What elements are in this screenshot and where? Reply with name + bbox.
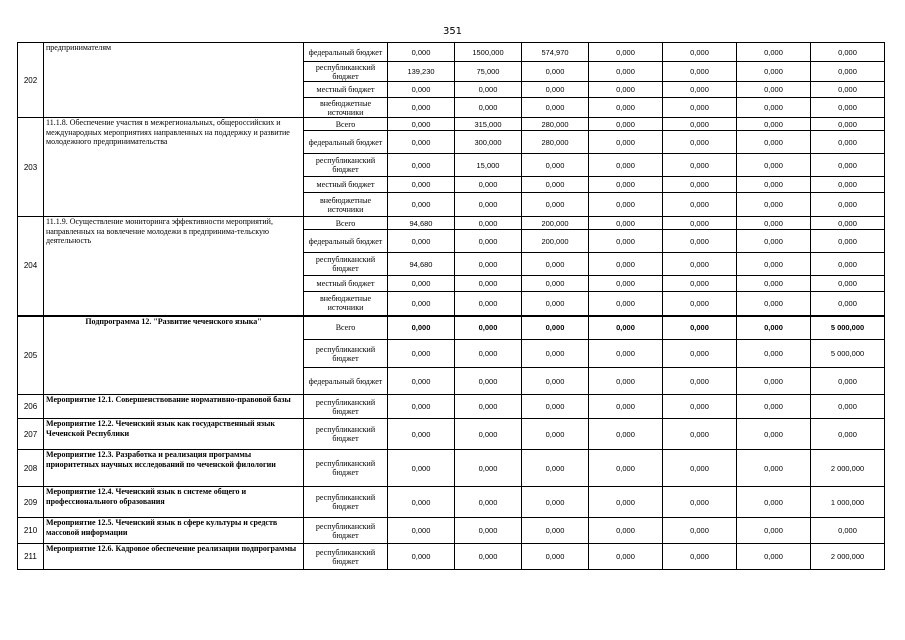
budget-table <box>17 42 885 570</box>
amount-cell: 0,000 <box>522 292 589 316</box>
amount-cell: 200,000 <box>522 217 589 230</box>
funding-source: федеральный бюджет <box>304 230 388 253</box>
amount-cell: 0,000 <box>388 154 455 177</box>
amount-cell: 0,000 <box>589 131 663 154</box>
amount-cell: 0,000 <box>663 276 737 292</box>
amount-cell: 0,000 <box>455 419 522 450</box>
amount-cell: 0,000 <box>811 98 885 118</box>
amount-cell: 0,000 <box>811 62 885 82</box>
activity-description: 11.1.9. Осуществление мониторинга эффективности мероприятий, направленных на вовлечение молодежи в предпринима-тельскую деятельность <box>44 217 304 316</box>
amount-cell: 0,000 <box>663 118 737 131</box>
amount-cell: 0,000 <box>522 450 589 487</box>
amount-cell: 0,000 <box>388 292 455 316</box>
amount-cell: 0,000 <box>811 253 885 276</box>
amount-cell: 0,000 <box>522 62 589 82</box>
amount-cell: 0,000 <box>737 316 811 340</box>
funding-source: республиканский бюджет <box>304 518 388 544</box>
amount-cell: 0,000 <box>663 395 737 419</box>
amount-cell: 0,000 <box>522 487 589 518</box>
amount-cell: 0,000 <box>522 154 589 177</box>
amount-cell: 0,000 <box>663 177 737 193</box>
amount-cell: 0,000 <box>589 253 663 276</box>
amount-cell: 0,000 <box>811 230 885 253</box>
amount-cell: 0,000 <box>388 419 455 450</box>
row-number: 207 <box>18 419 44 450</box>
amount-cell: 0,000 <box>589 98 663 118</box>
amount-cell: 0,000 <box>522 419 589 450</box>
amount-cell: 0,000 <box>589 154 663 177</box>
amount-cell: 0,000 <box>737 395 811 419</box>
amount-cell: 0,000 <box>737 518 811 544</box>
amount-cell: 0,000 <box>522 340 589 368</box>
amount-cell: 0,000 <box>663 193 737 217</box>
funding-source: республиканский бюджет <box>304 62 388 82</box>
funding-source: республиканский бюджет <box>304 450 388 487</box>
amount-cell: 0,000 <box>388 544 455 570</box>
amount-cell: 0,000 <box>737 98 811 118</box>
amount-cell: 0,000 <box>811 419 885 450</box>
amount-cell: 0,000 <box>663 82 737 98</box>
amount-cell: 0,000 <box>522 98 589 118</box>
activity-description: Мероприятие 12.3. Разработка и реализация программы приоритетных научных исследований по чеченской филологии <box>44 450 304 487</box>
amount-cell: 0,000 <box>455 518 522 544</box>
row-number: 210 <box>18 518 44 544</box>
amount-cell: 0,000 <box>388 395 455 419</box>
amount-cell: 0,000 <box>388 316 455 340</box>
amount-cell: 0,000 <box>522 253 589 276</box>
amount-cell: 0,000 <box>737 62 811 82</box>
activity-description: Мероприятие 12.1. Совершенствование нормативно-правовой базы <box>44 395 304 419</box>
table-row <box>18 316 885 340</box>
amount-cell: 0,000 <box>388 450 455 487</box>
funding-source: внебюджетные источники <box>304 292 388 316</box>
amount-cell: 0,000 <box>811 118 885 131</box>
amount-cell: 280,000 <box>522 131 589 154</box>
amount-cell: 0,000 <box>522 276 589 292</box>
amount-cell: 0,000 <box>589 230 663 253</box>
amount-cell: 0,000 <box>663 450 737 487</box>
funding-source: республиканский бюджет <box>304 487 388 518</box>
amount-cell: 0,000 <box>663 217 737 230</box>
amount-cell: 0,000 <box>455 544 522 570</box>
amount-cell: 1 000,000 <box>811 487 885 518</box>
funding-source: внебюджетные источники <box>304 98 388 118</box>
amount-cell: 1500,000 <box>455 43 522 62</box>
amount-cell: 0,000 <box>589 419 663 450</box>
table-row <box>18 43 885 62</box>
table-row <box>18 450 885 487</box>
amount-cell: 0,000 <box>589 292 663 316</box>
activity-description: Подпрограмма 12. "Развитие чеченского языка" <box>44 316 304 395</box>
amount-cell: 0,000 <box>737 82 811 98</box>
funding-source: Всего <box>304 316 388 340</box>
amount-cell: 0,000 <box>663 131 737 154</box>
row-number: 205 <box>18 316 44 395</box>
funding-source: внебюджетные источники <box>304 193 388 217</box>
page-number: 351 <box>442 26 463 37</box>
amount-cell: 0,000 <box>589 316 663 340</box>
amount-cell: 0,000 <box>811 518 885 544</box>
amount-cell: 0,000 <box>737 368 811 395</box>
amount-cell: 0,000 <box>663 292 737 316</box>
amount-cell: 2 000,000 <box>811 544 885 570</box>
amount-cell: 0,000 <box>522 368 589 395</box>
amount-cell: 0,000 <box>522 177 589 193</box>
amount-cell: 0,000 <box>589 118 663 131</box>
amount-cell: 200,000 <box>522 230 589 253</box>
amount-cell: 0,000 <box>811 131 885 154</box>
row-number: 204 <box>18 217 44 316</box>
amount-cell: 94,680 <box>388 253 455 276</box>
amount-cell: 0,000 <box>663 340 737 368</box>
funding-source: Всего <box>304 118 388 131</box>
amount-cell: 0,000 <box>811 82 885 98</box>
amount-cell: 0,000 <box>589 450 663 487</box>
funding-source: местный бюджет <box>304 177 388 193</box>
amount-cell: 5 000,000 <box>811 340 885 368</box>
amount-cell: 5 000,000 <box>811 316 885 340</box>
amount-cell: 0,000 <box>663 487 737 518</box>
amount-cell: 0,000 <box>522 193 589 217</box>
funding-source: республиканский бюджет <box>304 253 388 276</box>
amount-cell: 0,000 <box>589 487 663 518</box>
amount-cell: 0,000 <box>589 276 663 292</box>
amount-cell: 0,000 <box>388 276 455 292</box>
amount-cell: 0,000 <box>455 193 522 217</box>
amount-cell: 0,000 <box>388 118 455 131</box>
amount-cell: 0,000 <box>663 154 737 177</box>
amount-cell: 0,000 <box>737 450 811 487</box>
amount-cell: 0,000 <box>737 230 811 253</box>
amount-cell: 0,000 <box>663 230 737 253</box>
activity-description: предпринимателям <box>44 43 304 118</box>
amount-cell: 0,000 <box>811 154 885 177</box>
amount-cell: 0,000 <box>737 276 811 292</box>
amount-cell: 0,000 <box>737 419 811 450</box>
funding-source: республиканский бюджет <box>304 419 388 450</box>
amount-cell: 0,000 <box>737 253 811 276</box>
amount-cell: 0,000 <box>388 368 455 395</box>
amount-cell: 0,000 <box>737 193 811 217</box>
amount-cell: 0,000 <box>388 518 455 544</box>
funding-source: республиканский бюджет <box>304 340 388 368</box>
table-row <box>18 544 885 570</box>
amount-cell: 0,000 <box>663 368 737 395</box>
row-number: 203 <box>18 118 44 217</box>
amount-cell: 0,000 <box>522 518 589 544</box>
amount-cell: 0,000 <box>737 154 811 177</box>
row-number: 208 <box>18 450 44 487</box>
amount-cell: 0,000 <box>522 544 589 570</box>
amount-cell: 0,000 <box>589 193 663 217</box>
amount-cell: 0,000 <box>811 193 885 217</box>
amount-cell: 0,000 <box>455 82 522 98</box>
row-number: 209 <box>18 487 44 518</box>
amount-cell: 0,000 <box>811 395 885 419</box>
amount-cell: 0,000 <box>589 518 663 544</box>
amount-cell: 0,000 <box>455 276 522 292</box>
amount-cell: 0,000 <box>455 292 522 316</box>
amount-cell: 0,000 <box>663 518 737 544</box>
amount-cell: 0,000 <box>388 177 455 193</box>
amount-cell: 0,000 <box>388 340 455 368</box>
amount-cell: 0,000 <box>455 368 522 395</box>
amount-cell: 0,000 <box>811 177 885 193</box>
amount-cell: 0,000 <box>388 487 455 518</box>
amount-cell: 0,000 <box>811 276 885 292</box>
amount-cell: 280,000 <box>522 118 589 131</box>
amount-cell: 0,000 <box>811 368 885 395</box>
amount-cell: 0,000 <box>455 230 522 253</box>
amount-cell: 0,000 <box>589 43 663 62</box>
amount-cell: 0,000 <box>589 62 663 82</box>
amount-cell: 0,000 <box>811 43 885 62</box>
table-row <box>18 419 885 450</box>
amount-cell: 0,000 <box>737 340 811 368</box>
amount-cell: 0,000 <box>455 177 522 193</box>
amount-cell: 0,000 <box>388 98 455 118</box>
amount-cell: 0,000 <box>455 340 522 368</box>
amount-cell: 0,000 <box>663 98 737 118</box>
amount-cell: 0,000 <box>455 395 522 419</box>
row-number: 202 <box>18 43 44 118</box>
amount-cell: 0,000 <box>663 43 737 62</box>
amount-cell: 574,970 <box>522 43 589 62</box>
funding-source: Всего <box>304 217 388 230</box>
funding-source: федеральный бюджет <box>304 368 388 395</box>
amount-cell: 0,000 <box>388 131 455 154</box>
amount-cell: 0,000 <box>388 82 455 98</box>
activity-description: Мероприятие 12.2. Чеченский язык как государственный язык Чеченской Республики <box>44 419 304 450</box>
amount-cell: 0,000 <box>737 131 811 154</box>
amount-cell: 0,000 <box>522 82 589 98</box>
amount-cell: 300,000 <box>455 131 522 154</box>
amount-cell: 0,000 <box>737 118 811 131</box>
amount-cell: 0,000 <box>388 230 455 253</box>
row-number: 211 <box>18 544 44 570</box>
amount-cell: 0,000 <box>589 82 663 98</box>
amount-cell: 0,000 <box>589 368 663 395</box>
amount-cell: 0,000 <box>589 544 663 570</box>
amount-cell: 2 000,000 <box>811 450 885 487</box>
amount-cell: 94,680 <box>388 217 455 230</box>
activity-description: Мероприятие 12.4. Чеченский язык в системе общего и профессионального образования <box>44 487 304 518</box>
amount-cell: 0,000 <box>811 292 885 316</box>
amount-cell: 0,000 <box>455 98 522 118</box>
amount-cell: 0,000 <box>388 43 455 62</box>
amount-cell: 0,000 <box>455 217 522 230</box>
amount-cell: 0,000 <box>589 395 663 419</box>
funding-source: республиканский бюджет <box>304 544 388 570</box>
amount-cell: 0,000 <box>388 193 455 217</box>
table-row <box>18 395 885 419</box>
row-number: 206 <box>18 395 44 419</box>
funding-source: местный бюджет <box>304 276 388 292</box>
table-row <box>18 487 885 518</box>
table-row <box>18 217 885 230</box>
amount-cell: 0,000 <box>663 316 737 340</box>
amount-cell: 0,000 <box>737 544 811 570</box>
amount-cell: 0,000 <box>811 217 885 230</box>
amount-cell: 15,000 <box>455 154 522 177</box>
activity-description: Мероприятие 12.5. Чеченский язык в сфере культуры и средств массовой информации <box>44 518 304 544</box>
amount-cell: 139,230 <box>388 62 455 82</box>
table-row <box>18 518 885 544</box>
amount-cell: 0,000 <box>737 487 811 518</box>
amount-cell: 0,000 <box>663 62 737 82</box>
amount-cell: 0,000 <box>455 450 522 487</box>
amount-cell: 0,000 <box>663 419 737 450</box>
amount-cell: 0,000 <box>737 217 811 230</box>
activity-description: 11.1.8. Обеспечение участия в межрегиональных, общероссийских и международных мероприятиях направленных на поддержку и развитие молодежного предпринимательства <box>44 118 304 217</box>
funding-source: республиканский бюджет <box>304 395 388 419</box>
amount-cell: 0,000 <box>589 217 663 230</box>
amount-cell: 315,000 <box>455 118 522 131</box>
amount-cell: 0,000 <box>737 177 811 193</box>
amount-cell: 0,000 <box>455 316 522 340</box>
amount-cell: 0,000 <box>455 487 522 518</box>
activity-description: Мероприятие 12.6. Кадровое обеспечение реализации подпрограммы <box>44 544 304 570</box>
funding-source: федеральный бюджет <box>304 131 388 154</box>
amount-cell: 0,000 <box>589 177 663 193</box>
amount-cell: 0,000 <box>737 292 811 316</box>
amount-cell: 0,000 <box>522 395 589 419</box>
funding-source: федеральный бюджет <box>304 43 388 62</box>
amount-cell: 75,000 <box>455 62 522 82</box>
amount-cell: 0,000 <box>663 544 737 570</box>
amount-cell: 0,000 <box>522 316 589 340</box>
funding-source: республиканский бюджет <box>304 154 388 177</box>
funding-source: местный бюджет <box>304 82 388 98</box>
amount-cell: 0,000 <box>455 253 522 276</box>
amount-cell: 0,000 <box>737 43 811 62</box>
table-row <box>18 118 885 131</box>
amount-cell: 0,000 <box>589 340 663 368</box>
amount-cell: 0,000 <box>663 253 737 276</box>
